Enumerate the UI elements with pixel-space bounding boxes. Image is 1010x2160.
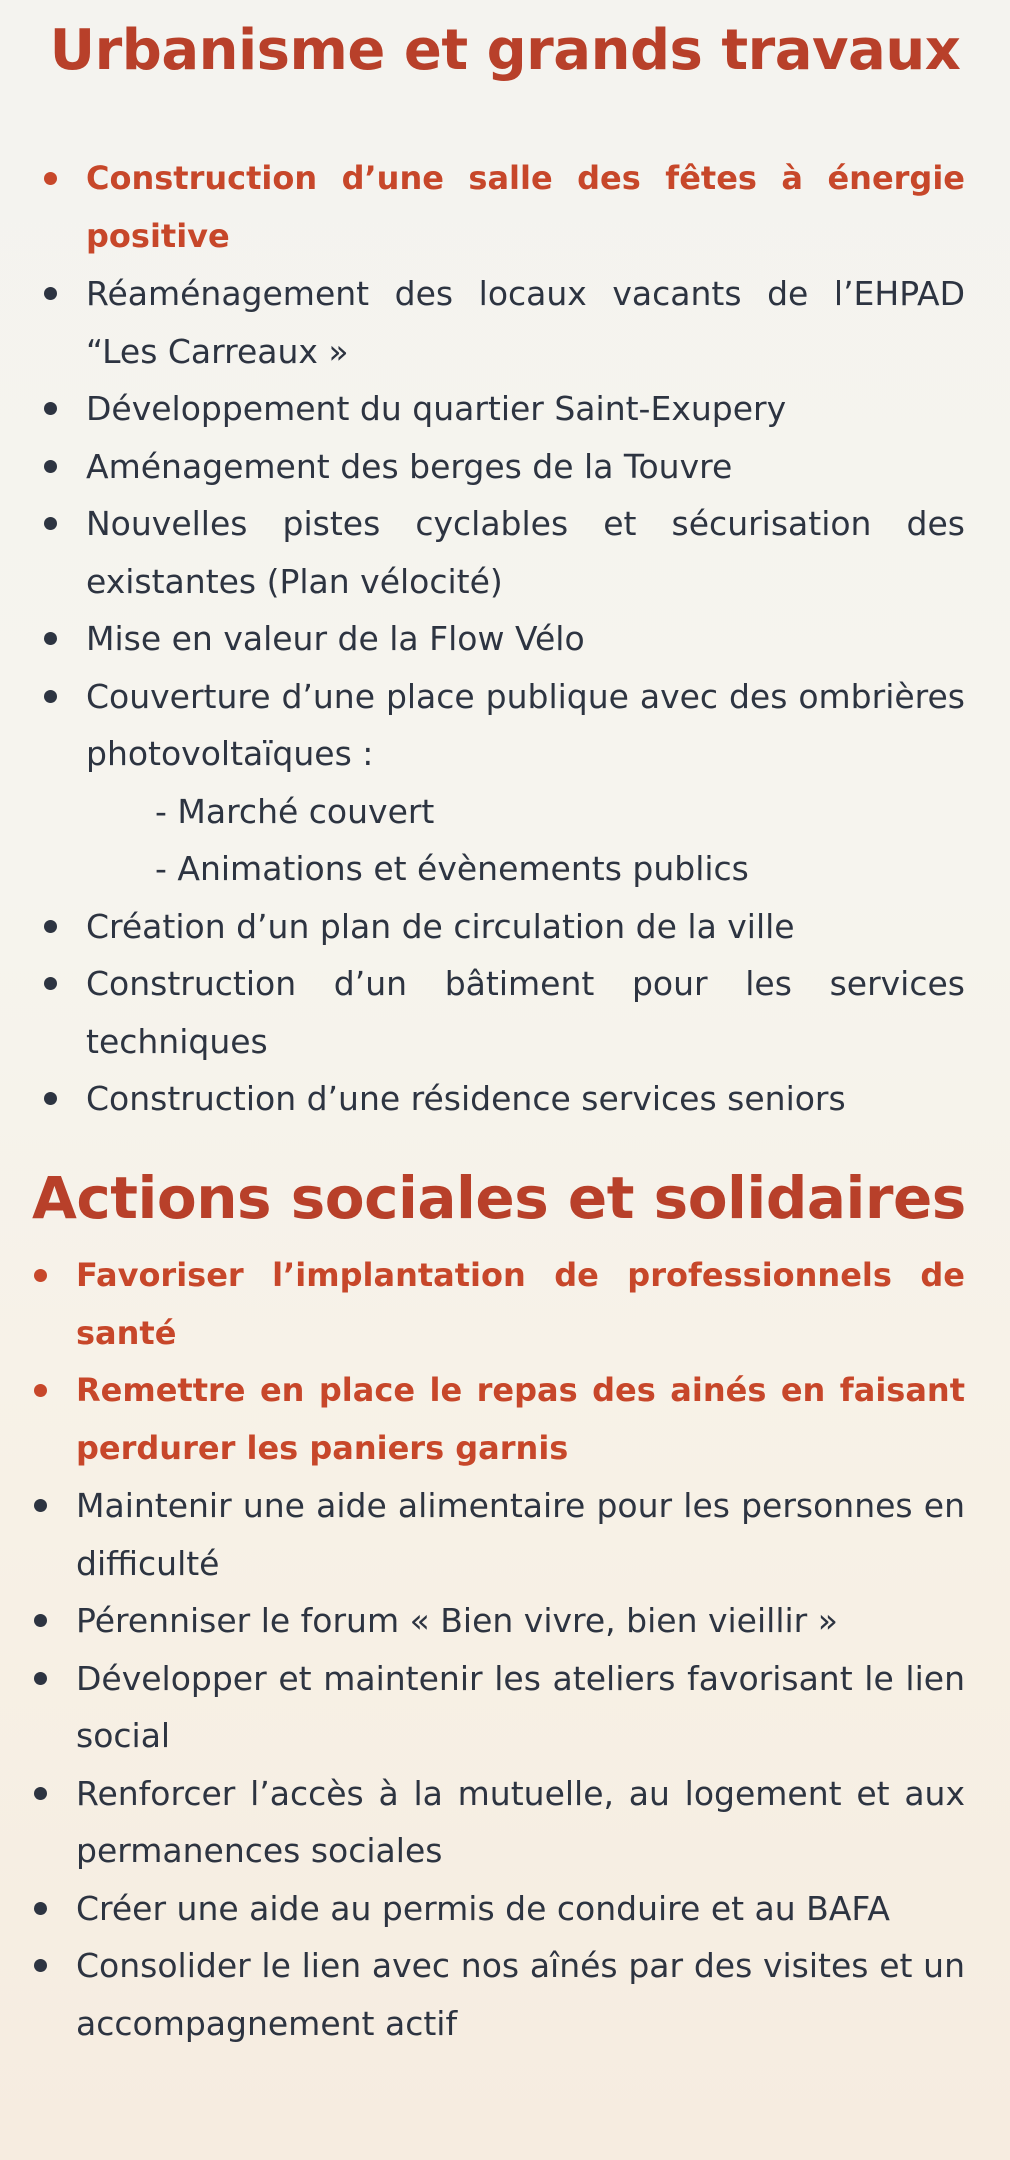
list-item-text: Couverture d’une place publique avec des ombrières photovoltaïques : — [86, 676, 965, 773]
list-item-text: Réaménagement des locaux vacants de l’EHPAD “Les Carreaux » — [86, 274, 965, 371]
bullet-icon — [44, 690, 57, 703]
bullet-icon — [44, 402, 57, 415]
section-title-actions-sociales: Actions sociales et solidaires — [32, 1164, 966, 1232]
bullet-icon — [44, 287, 57, 300]
list-item — [40, 610, 965, 668]
bullet-icon — [34, 1269, 47, 1282]
bullet-icon — [34, 1787, 47, 1800]
list-item-text: Construction d’une salle des fêtes à énergie positive — [86, 159, 965, 255]
list-item-text: Développement du quartier Saint-Exupery — [86, 389, 787, 428]
list-item-text: Construction d’un bâtiment pour les services techniques — [86, 964, 965, 1061]
list-item — [40, 495, 965, 610]
bullet-icon — [34, 1614, 47, 1627]
list-item-text: Construction d’une résidence services seniors — [86, 1079, 846, 1118]
list-item — [40, 380, 965, 438]
bullet-icon — [44, 977, 57, 990]
list-item-text: Consolider le lien avec nos aînés par des visites et un accompagnement actif — [76, 1946, 965, 2043]
bullet-icon — [44, 172, 57, 185]
list-item-text: Maintenir une aide alimentaire pour les personnes en difficulté — [76, 1486, 965, 1583]
list-item — [40, 668, 965, 783]
list-item — [40, 265, 965, 380]
bullet-icon — [44, 517, 57, 530]
bullet-icon — [44, 920, 57, 933]
bullet-icon — [34, 1384, 47, 1397]
sub-item-text: - Animations et évènements publics — [155, 849, 749, 888]
list-item — [30, 1650, 965, 1765]
list-item — [40, 898, 965, 956]
list-item — [30, 1937, 965, 2052]
list-item — [40, 150, 965, 265]
section-title-urbanisme: Urbanisme et grands travaux — [49, 18, 961, 83]
list-item — [30, 1592, 965, 1650]
list-item — [40, 955, 965, 1070]
bullet-icon — [34, 1902, 47, 1915]
list-item-text: Renforcer l’accès à la mutuelle, au logement et aux permanences sociales — [76, 1773, 965, 1870]
bullet-icon — [34, 1959, 47, 1972]
actions-sociales-list — [30, 1247, 965, 2052]
list-item-text: Favoriser l’implantation de professionnels de santé — [76, 1256, 965, 1352]
list-item-text: Mise en valeur de la Flow Vélo — [86, 619, 585, 658]
bullet-icon — [44, 460, 57, 473]
sub-list-item — [40, 783, 965, 841]
list-item — [30, 1247, 965, 1362]
sub-list-item — [40, 840, 965, 898]
list-item-text: Développer et maintenir les ateliers favorisant le lien social — [76, 1658, 965, 1755]
bullet-icon — [44, 632, 57, 645]
list-item-text: Pérenniser le forum « Bien vivre, bien vieillir » — [76, 1601, 838, 1640]
list-item-text: Remettre en place le repas des ainés en faisant perdurer les paniers garnis — [76, 1371, 965, 1467]
urbanisme-list — [40, 150, 965, 1128]
bullet-icon — [34, 1499, 47, 1512]
list-item — [40, 1070, 965, 1128]
list-item — [30, 1765, 965, 1880]
sub-item-text: - Marché couvert — [155, 791, 435, 831]
bullet-icon — [44, 1092, 57, 1105]
list-item-text: Aménagement des berges de la Touvre — [86, 446, 733, 486]
list-item-text: Créer une aide au permis de conduire et au BAFA — [76, 1888, 890, 1928]
bullet-icon — [34, 1672, 47, 1685]
list-item — [30, 1880, 965, 1938]
list-item — [40, 438, 965, 496]
list-item-text: Nouvelles pistes cyclables et sécurisation des existantes (Plan vélocité) — [86, 504, 965, 601]
list-item — [30, 1477, 965, 1592]
list-item — [30, 1362, 965, 1477]
list-item-text: Création d’un plan de circulation de la ville — [86, 906, 795, 946]
